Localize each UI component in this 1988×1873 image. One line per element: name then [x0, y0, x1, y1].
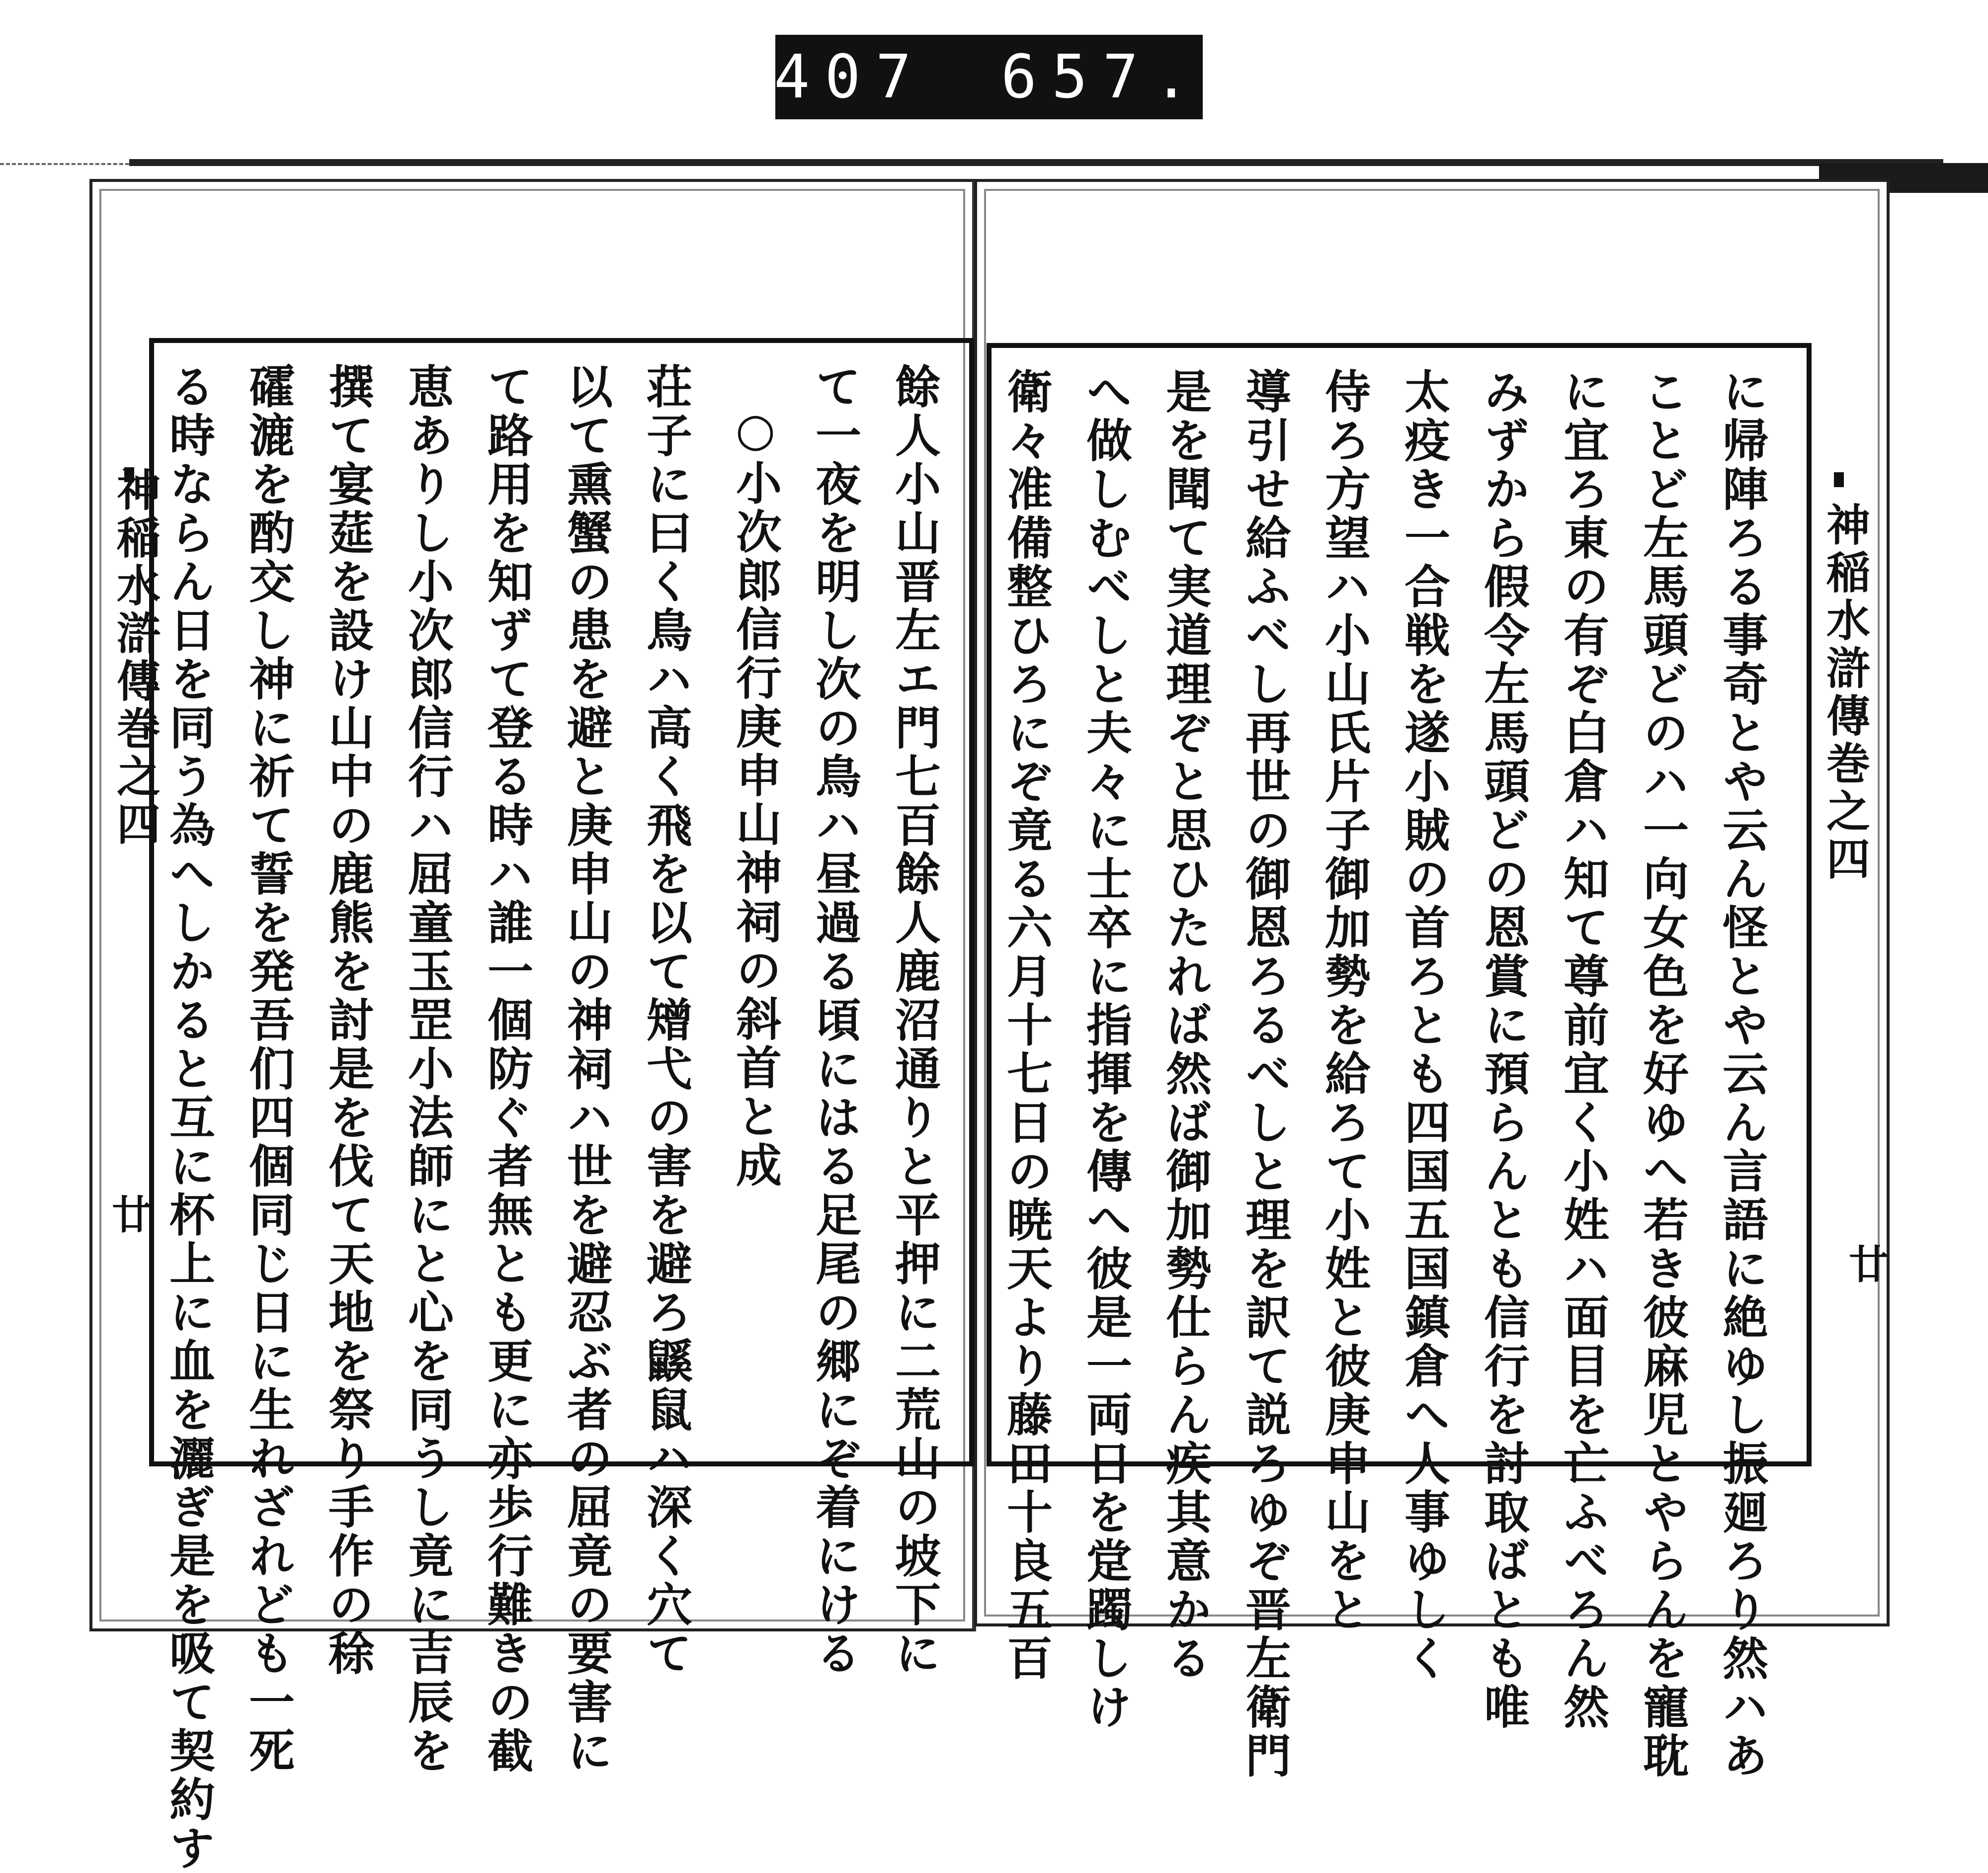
text-column: て路用を知ずて登る時ハ誰一個防ぐ者無とも更に亦歩行難きの截 [480, 363, 534, 1776]
left-margin-title: 神稲水滸傳巻之四 [110, 467, 162, 849]
text-column: 恵ありし小次郎信行ハ屈童玉罡小法師にと心を同うし竟に吉辰を [401, 363, 454, 1776]
text-column: に帰陣ろる事奇とや云ん怪とや云ん言語に絶ゆし振廻ろり然ハあ [1715, 368, 1769, 1781]
left-text-frame [149, 338, 974, 1873]
left-folio: 廿 [112, 1192, 152, 1238]
text-column: 撰て宴莚を設け山中の鹿熊を討是を伐て天地を祭り手作の稌 [321, 363, 375, 1678]
text-column: 礭漉を酌交し神に祈て誓を発吾们四個同じ日に生れざれども一死 [242, 363, 295, 1776]
margin-mark [1834, 472, 1844, 487]
text-column: 以て熏蟹の患を避と庚申山の神祠ハ世を避忍ぶ者の屈竟の要害に [560, 363, 613, 1776]
text-column: へ做しむべしと夫々に士卒に指揮を傳へ彼是一両日を䟫躅しけ [1079, 368, 1133, 1732]
text-column: 荘子に曰く鳥ハ高く飛を以て矰弋の害を避ろ鼷鼠ハ深く穴て [639, 363, 693, 1678]
text-column: 是を聞て実道理ぞと思ひたれば然ば御加勢仕らん疾其意かる [1159, 368, 1212, 1683]
catalog-label [775, 35, 1203, 119]
text-column: ことど左馬頭どのハ一向女色を好ゆへ若き彼麻児とやらんを寵耽 [1636, 368, 1689, 1781]
text-column: る時ならん日を同う為へしかると互に杯上に血を灑ぎ是を吸て契約す [162, 363, 216, 1873]
text-column: 衛々准備整ひろにぞ竟る六月十七日の暁天より藤田十良五百 [999, 368, 1053, 1683]
right-text-frame [987, 343, 1812, 1781]
book-top-edge [129, 159, 1943, 166]
text-column: 太疫き一合戦を遂小賊の首ろとも四国五国鎮倉へ人事ゆしく [1397, 368, 1451, 1683]
text-column: 餘人小山晋左エ門七百餘人鹿沼通りと平押に二荒山の坡下に [888, 363, 941, 1678]
text-column: みずから假令左馬頭どの恩賞に預らんとも信行を討取ばとも唯 [1477, 368, 1530, 1732]
right-margin-title: 神稲水滸傳巻之四 [1820, 502, 1871, 884]
section-heading: ○小次郎信行庚申山神祠の斜首と成 [729, 403, 782, 1190]
text-column: 導引せ給ふべし再世の御恩ろるべしと理を訳て説ろゆぞ晋左衛門 [1238, 368, 1292, 1781]
catalog-number-b: 657. [1000, 42, 1204, 112]
text-column: て一夜を明し次の鳥ハ昼過る頃にはる足尾の郷にぞ着にける [808, 363, 862, 1678]
text-column: に宜ろ東の有ぞ白倉ハ知て尊前宜く小姓ハ面目を亡ふべろん然 [1556, 368, 1610, 1732]
text-column: 侍ろ方望ハ小山氏片子御加勢を給ろて小姓と彼庚申山をと [1318, 368, 1371, 1634]
catalog-number-a: 407 [774, 42, 926, 112]
right-folio: 廿 [1849, 1241, 1889, 1288]
